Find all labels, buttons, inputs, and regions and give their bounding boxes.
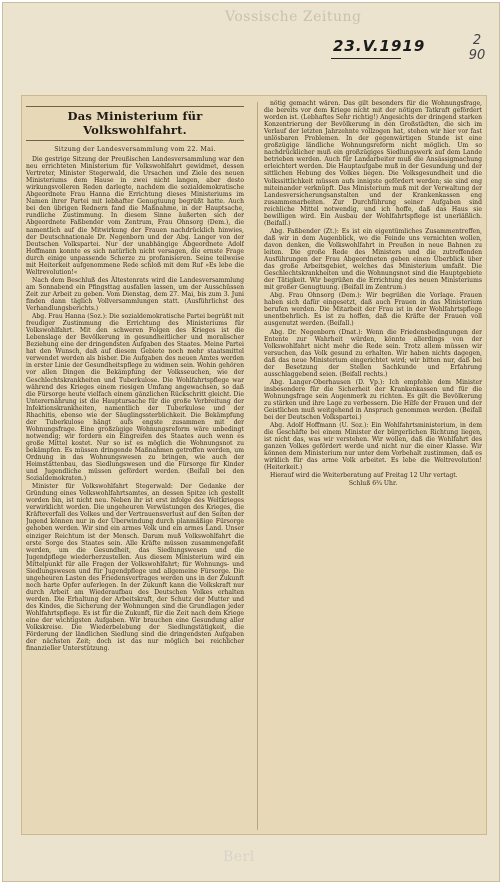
article-subhead: Sitzung der Landesversammlung vom 22. Mai. <box>54 146 216 153</box>
paragraph: Abg. Frau Ohnsorg (Dem.): Wir begrüßen die Vorlage. Frauen haben sich dafür eingesetzt, daß auch Frauen in das Ministerium berufen werden. Die Mitarbeit der Frau ist in der Wohlfahrtspflege unentbehrlich. Es ist zu hoffen, daß die Kräfte der Frauen voll ausgenutzt werden. (Beifall.) <box>264 292 482 328</box>
paragraph: nötig gemacht wären. Das gilt besonders für die Wohnungsfrage, die bereits vor dem Kriege nicht mit der nötigen Tatkraft gefördert worden ist. (Lebhaftes Sehr richtig!) Angesichts der dringend starken Konzentrierung der Bevölkerung in den Großstädten, die sich im Verlauf der letzten Jahrzehnte vollzogen hat, stehen wir hier vor fast unlösbaren Problemen. In der gegenwärtigen Stunde ist eine großzügige ländliche Wohnungsreform nicht möglich. Um so nachdrücklicher muß ein großzügiges Siedlungswerk auf dem Lande betrieben werden. Auch für Landarbeiter muß die Ansässigmachung erleichtert werden. Die Hauptaufgabe muß in der Gesundung und der sittlichen Hebung des Volkes liegen. Die Volksgesundheit und die Volkssittlichkeit müssen aufs innigste gefördert werden; sie sind eng miteinander verknüpft. Das Ministerium muß mit der Verwaltung der Landesversicherungsanstalten und der Krankenkassen eng zusammenarbeiten. Zur Durchführung seiner Aufgaben sind reichliche Mittel notwendig, und ich hoffe, daß das Haus sie bewilligen wird. Ein Ausbau der Wohlfahrtspflege ist unerläßlich. (Beifall.) <box>264 100 482 227</box>
paragraph: Minister für Volkswohlfahrt Stegerwald: Der Gedanke der Gründung eines Volkswohlfahrtsamtes, an dessen Spitze ich gestellt worden bin, ist nicht neu. Neben ihr ist erst infolge des Weltkrieges verwirklicht worden. Die ungeheuren Verwüstungen des Krieges, die Kräfteverfall des Volkes und der Vertrauensverlust auf den Seiten der Jugend können nur in der Überwindung durch planmäßige Fürsorge gehoben werden. Wir sind ein armes Volk und ein armes Land. Unser einziger Reichtum ist der Mensch. Darum muß Volkswohlfahrt die erste Sorge des Staates sein. Alle Kräfte müssen zusammengefaßt werden, um die Gesundheit, das Siedlungswesen und die Jugendpflege wiederherzustellen. Aus diesem Ministerium wird ein Mittelpunkt für alle Fragen der Volkswohlfahrt; für Wohnungs- und Siedlungswesen und für Jugendpflege und allgemeine Fürsorge. Die ungeheuren Lasten des Friedensvertrages werden uns in der Zukunft noch harte Opfer auferlegen. In der Zukunft kann die Volkskraft nur durch Arbeit am Wiederaufbau des Deutschen Volkes erhalten werden. Die Erhaltung der Arbeitskraft, der Schutz der Mutter und des Kindes, die Sicherung der Wohnungen sind die Grundlagen jeder Wohlfahrtspflege. Es ist für die Zukunft, für die Zeit nach dem Kriege eine der wichtigsten Aufgaben. Wir brauchen eine Gesundung aller Volkskreise. Die Wiederbelebung der Siedlungstätigkeit, die Förderung der ländlichen Siedlung sind die dringendsten Aufgaben der nächsten Zeit; doch ist das nur möglich bei reichlicher finanzieller Unterstützung. <box>26 483 244 653</box>
paragraph: Die gestrige Sitzung der Preußischen Landesversammlung war den neu errichteten Ministerium für Volkswohlfahrt gewidmet, dessen Vertreter, Minister Stegerwald, die Ursachen und Ziele des neuen Ministeriums dem Hause in zwei nicht langen, aber desto wirkungsvolleren Reden darlegte, nachdem die sozialdemokratische Abgeordnete Frau Hanna die Errichtung dieses Ministeriums im Namen ihrer Partei mit lebhafter Genugtuung begrüßt hatte. Auch bei den übrigen Rednern fand die Maßnahme, in der Hauptsache, rundliche Zustimmung. In diesem Sinne äußerten sich der Abgeordnete Faßbender vom Zentrum, Frau Ohnsorg (Dem.), die namentlich auf die Mitwirkung der Frauen nachdrücklich hinwies, der Deutschnationale Dr. Negenborn und der Abg. Langer von der Deutschen Volkspartei. Nur der unabhängige Abgeordnete Adolf Hoffmann konnte es sich natürlich nicht versagen, die ernste Frage durch einige unpassende Scherze zu profanisieren. Seine teilweise mit Heiterkeit aufgenommene Rede schloß mit dem Ruf »Es lebe die Weltrevolution!« <box>26 156 244 276</box>
archive-sheet <box>2 2 500 882</box>
paragraph: Abg. Dr. Negenborn (Dnat.): Wenn die Friedensbedingungen der Entente zur Wahrheit würden, könnte allerdings von der Volkswohlfahrt nicht mehr die Rede sein. Trotz allem müssen wir versuchen, das Volk gesund zu erhalten. Wir haben nichts dagegen, daß das neue Ministerium eingerichtet wird; wir bitten nur, daß bei der Besetzung der Stellen Sachkunde und Erfahrung ausschlaggebend seien. (Beifall rechts.) <box>264 328 482 378</box>
paragraph: Schluß 6¾ Uhr. <box>348 480 398 488</box>
handwritten-date: 23.V.1919 <box>333 37 426 55</box>
footer-stamp: Berl <box>223 849 255 865</box>
paragraph: Abg. Adolf Hoffmann (U. Soz.): Ein Wohlfahrtsministerium, in dem die Geschäfte bei einem Minister der bürgerlichen Richtung liegen, ist nicht das, was wir verstehen. Wir wollen, daß die Wohlfahrt des ganzen Volkes gefördert werde und nicht nur die einer Klasse. Wir können dem Ministerium nur unter dem Vorbehalt zustimmen, daß es wirklich für das arme Volk arbeitet. Es lebe die Weltrevolution! (Heiterkeit.) <box>264 422 482 472</box>
paragraph: Nach dem Beschluß des Ältestenrats wird die Landesversammlung am Sonnabend ein Pfingsttag ausfallen lassen, um der Ausschüssen Zeit zur Arbeit zu geben. Vom Dienstag, dem 27. Mai, bis zum 3. Juni finden dann täglich Vollversammlungen statt. (Ausführlichst des Verhandlungsberichts.) <box>26 276 244 313</box>
paragraph: Abg. Frau Hanna (Soz.): Die sozialdemokratische Partei begrüßt mit freudiger Zustimmung die Errichtung des Ministeriums für Volkswohlfahrt. Mit den schweren Folgen des Krieges ist die Lebenslage der Bevölkerung in gesundheitlicher und moralischer Beziehung eine der dringendsten Aufgaben des Staates. Meine Partei hat den Wunsch, daß auf diesem Gebiete noch mehr staatsmittel verwendet werden als bisher. Die Aufgaben des neuen Amtes werden in erster Linie der Gesundheitspflege zu widmen sein. Wohin gehören vor allen Dingen die Bekämpfung der Volksseuchen, wie der Geschlechtskrankheiten und Tuberkulose. Die Wohlfahrtspflege war während des Krieges einem riesigen Umfang angewachsen, so daß die Fürsorge heute vielfach einem gänzlichen Rückschritt gleicht. Die Unterernährung ist die Hauptursache für die große Verbreitung der Infektionskrankheiten, namentlich der Tuberkulose und der Rhachitis, ebenso wie der Säuglingssterblichkeit. Die Bekämpfung der Tuberkulose hängt aufs engste zusammen mit der Wohnungsfrage. Eine großzügige Wohnungsreform wäre unbedingt notwendig; wir fordern ein Eingreifen des Staates auch wenn es große Mittel kostet. Nur so ist es möglich die Wohnungsnot zu bekämpfen. Es müssen dringende Maßnahmen getroffen werden, um Ordnung in das Wohnungswesen zu bringen, wie auch der Heimstättenbau, das Siedlungswesen und die Fürsorge für Kinder und Jugendliche müssen gefördert werden. (Beifall bei den Sozialdemokraten.) <box>26 313 244 483</box>
article-column-right <box>264 100 482 824</box>
paragraph: Abg. Faßbender (Zt.): Es ist ein eigentümliches Zusammentreffen, daß wir in dem Augenblick, wo die Feinde uns vernichten wollen, davon denken, die Volkswohlfahrt in Preußen in neue Bahnen zu leiten. Die große Rede des Ministers und die zutreffenden Ausführungen der Frau Abgeordneten geben einen Überblick über das große Arbeitsgebiet, welches das Ministerium umfaßt. Die Geschlechtskrankheiten und die Wohnungsnot sind die Hauptgebiete der Tätigkeit. Wir begrüßen die Errichtung des neuen Ministeriums mit großer Genugtuung. (Beifall im Zentrum.) <box>264 227 482 292</box>
article-title: Das Ministerium für Volkswohlfahrt. <box>26 106 244 141</box>
paragraph: Hierauf wird die Weiterberatung auf Freitag 12 Uhr vertagt. <box>270 472 458 480</box>
article-column-left <box>26 106 244 830</box>
date-underline <box>331 58 401 59</box>
column-divider <box>257 102 258 830</box>
masthead-stamp: Vossische Zeitung <box>225 9 362 25</box>
handwritten-ref-number: 2 90 <box>468 33 486 63</box>
newspaper-clipping <box>21 95 487 835</box>
paragraph: Abg. Langer-Oberhausen (D. Vp.): Ich empfehle dem Minister insbesondere für die Sicherheit der Krankenkassen und für die Wohnungsfrage sein Augenmerk zu richten. Es gilt die Bevölkerung zu stärken und ihre Lage zu verbessern. Die Hilfe der Frauen und der Geistlichen muß weitgehend in Anspruch genommen werden. (Beifall bei der Deutschen Volkspartei.) <box>264 378 482 422</box>
